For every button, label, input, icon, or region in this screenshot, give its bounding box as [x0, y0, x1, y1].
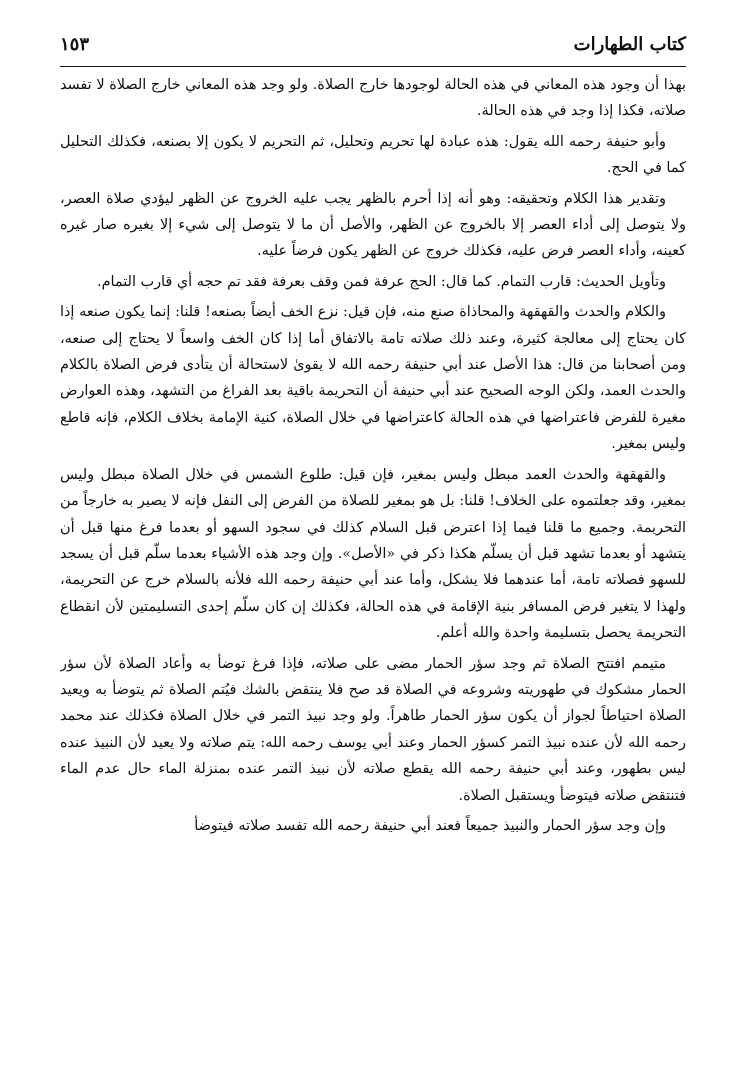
paragraph: وتقدير هذا الكلام وتحقيقه: وهو أنه إذا أحرم بالظهر يجب عليه الخروج عن الظهر ليؤدي صلاة العصر، ولا يتوصل إلى أداء العصر إلا بالخروج عن الظهر، والأصل أن ما لا يتوصل إلى شيء إلا بغيره صار غيره كعينه، وأداء العصر فرض عليه، فكذلك خروج عن الظهر يكون فرضاً عليه. [60, 190, 686, 260]
paragraph: والقهقهة والحدث العمد مبطل وليس بمغير، فإن قيل: طلوع الشمس في خلال الصلاة مبطل وليس بمغير، وقد جعلتموه على الخلاف! قلنا: بل هو بمغير للصلاة من الفرض إلى النفل فإنه لا يصير به خارجاً من التحريمة. وجميع ما قلنا فيما إذا اعترض قبل السلام كذلك في سجود السهو أو بعدما فرغ منها قبل أن يتشهد أو بعدما تشهد قبل أن يسلّم هكذا ذكر في «الأصل». وإن وجد هذه الأشياء بعدما سلّم قبل أن يسجد للسهو فصلاته تامة، أما عندهما فلا يشكل، وأما عند أبي حنيفة رحمه الله فلأنه بالسلام خرج عن التحريمة، ولهذا لا يتغير فرض المسافر بنية الإقامة في هذه الحالة، فكذلك إن كان سلّم إحدى التسليمتين لأن انقطاع التحريمة يحصل بتسليمة واحدة والله أعلم. [60, 466, 686, 642]
paragraph: وتأويل الحديث: قارب التمام. كما قال: الحج عرفة فمن وقف بعرفة فقد تم حجه أي قارب التمام. [97, 273, 666, 290]
paragraph: بهذا أن وجود هذه المعاني في هذه الحالة لوجودها خارج الصلاة. ولو وجد هذه المعاني خارج الصلاة لا تفسد صلاته، فكذا إذا وجد في هذه الحالة. [60, 77, 686, 120]
page-number: ١٥٣ [60, 34, 90, 55]
paragraph: وأبو حنيفة رحمه الله يقول: هذه عبادة لها تحريم وتحليل، ثم التحريم لا يكون إلا بصنعه، فكذلك التحليل كما في الحج. [60, 133, 686, 177]
paragraph: والكلام والحدث والقهقهة والمحاذاة صنع منه، فإن قيل: نزع الخف أيضاً بصنعه! قلنا: إنما يكون صنعه إذا كان يحتاج إلى معالجة كثيرة، وعند ذلك صلاته تامة بالاتفاق أما إذا كان الخف واسعاً لا يحتاج إلى صنعه، ومن أصحابنا من قال: هذا الأصل عند أبي حنيفة رحمه الله لا يقوىٰ لاستحالة أن يتأدى فرض الصلاة بالكلام والحدث العمد، ولكن الوجه الصحيح عند أبي حنيفة أن التحريمة باقية بعد الفراغ من التشهد، وهذه العوارض مغيرة للفرض فاعتراضها في هذه الحالة كاعتراضها في خلال الصلاة، كنية الإمامة بخلاف الكلام، فإنه قاطع وليس بمغير. [60, 304, 686, 453]
page-header [60, 30, 686, 67]
running-title: كتاب الطهارات [573, 34, 686, 55]
paragraph: متيمم افتتح الصلاة ثم وجد سؤر الحمار مضى على صلاته، فإذا فرغ توضأ به وأعاد الصلاة لأن سؤر الحمار مشكوك في طهوريته وشروعه في الصلاة قد صح فلا ينتقض بالشك فيُتم الصلاة ثم يتوضأ به ويعيد الصلاة احتياطاً لجواز أن يكون سؤر الحمار طاهراً. ولو وجد نبيذ التمر في خلال الصلاة فكذلك عند محمد رحمه الله لأن عنده نبيذ التمر كسؤر الحمار وعند أبي يوسف رحمه الله: يتم صلاته ولا يعيد لأن النبيذ عنده ليس بطهور، وعند أبي حنيفة رحمه الله يقطع صلاته لأن نبيذ التمر عنده بمنزلة الماء حال عدم الماء فتنتقض صلاته فيتوضأ ويستقبل الصلاة. [60, 655, 686, 804]
body-text [60, 72, 686, 1084]
paragraph: وإن وجد سؤر الحمار والنبيذ جميعاً فعند أبي حنيفة رحمه الله تفسد صلاته فيتوضأ [194, 817, 666, 834]
